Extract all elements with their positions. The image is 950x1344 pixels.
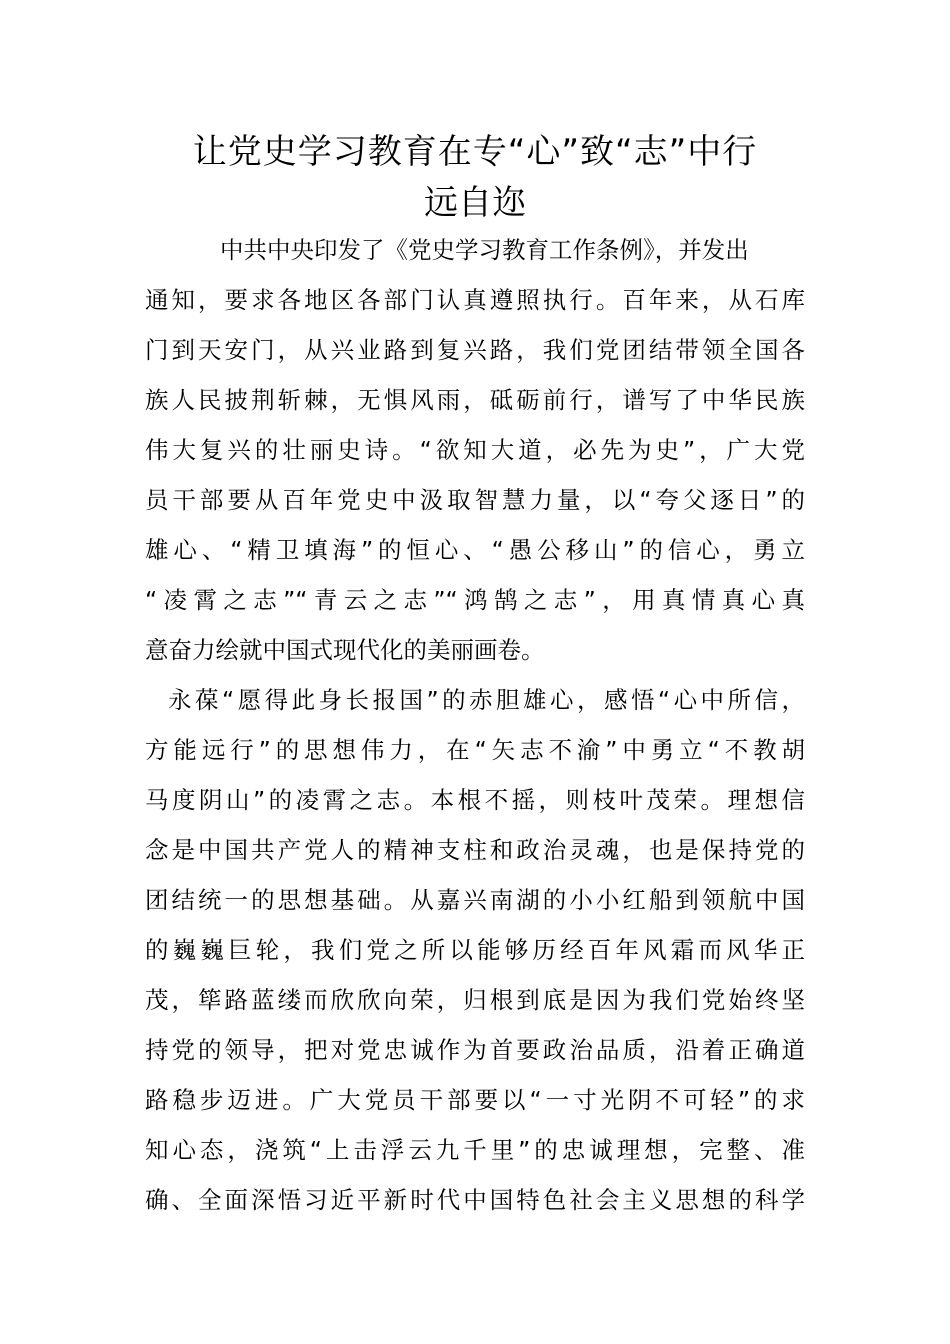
paragraph-2-line-7: 茂，筚路蓝缕而欣欣向荣，归根到底是因为我们党始终坚 — [145, 986, 805, 1014]
paragraph-2-line-2: 方能远行”的思想伟力，在“矢志不渝”中勇立“不教胡 — [145, 736, 805, 764]
paragraph-1-line-2: 通知，要求各地区各部门认真遵照执行。百年来，从石库 — [145, 286, 805, 314]
document-title-line-2: 远自迩 — [424, 183, 526, 223]
paragraph-2-line-4: 念是中国共产党人的精神支柱和政治灵魂，也是保持党的 — [145, 836, 805, 864]
paragraph-2-line-10: 知心态，浇筑“上击浮云九千里”的忠诚理想，完整、准 — [145, 1136, 805, 1164]
paragraph-2-line-3: 马度阴山”的凌霄之志。本根不摇，则枝叶茂荣。理想信 — [145, 786, 805, 814]
paragraph-1-line-9: 意奋力绘就中国式现代化的美丽画卷。 — [145, 636, 545, 664]
paragraph-1-line-6: 员干部要从百年党史中汲取智慧力量，以“夸父逐日”的 — [145, 486, 805, 514]
paragraph-2-line-1: 永葆“愿得此身长报国”的赤胆雄心，感悟“心中所信， — [168, 686, 805, 714]
paragraph-1-line-4: 族人民披荆斩棘，无惧风雨，砥砺前行，谱写了中华民族 — [145, 386, 805, 414]
paragraph-2-line-5: 团结统一的思想基础。从嘉兴南湖的小小红船到领航中国 — [145, 886, 805, 914]
paragraph-2-line-6: 的巍巍巨轮，我们党之所以能够历经百年风霜而风华正 — [145, 936, 805, 964]
paragraph-1-line-1: 中共中央印发了《党史学习教育工作条例》，并发出 — [220, 236, 749, 264]
paragraph-2-line-11: 确、全面深悟习近平新时代中国特色社会主义思想的科学 — [145, 1186, 805, 1214]
paragraph-1-line-5: 伟大复兴的壮丽史诗。“欲知大道，必先为史”，广大党 — [145, 436, 805, 464]
paragraph-2-line-8: 持党的领导，把对党忠诚作为首要政治品质，沿着正确道 — [145, 1036, 805, 1064]
paragraph-1-line-7: 雄心、“精卫填海”的恒心、“愚公移山”的信心，勇立 — [145, 536, 805, 564]
paragraph-1-line-8: “凌霄之志”“青云之志”“鸿鹄之志”，用真情真心真 — [145, 586, 805, 614]
document-title-line-1: 让党史学习教育在专“心”致“志”中行 — [192, 132, 758, 172]
paragraph-2-line-9: 路稳步迈进。广大党员干部要以“一寸光阴不可轻”的求 — [145, 1086, 805, 1114]
paragraph-1-line-3: 门到天安门，从兴业路到复兴路，我们党团结带领全国各 — [145, 336, 805, 364]
